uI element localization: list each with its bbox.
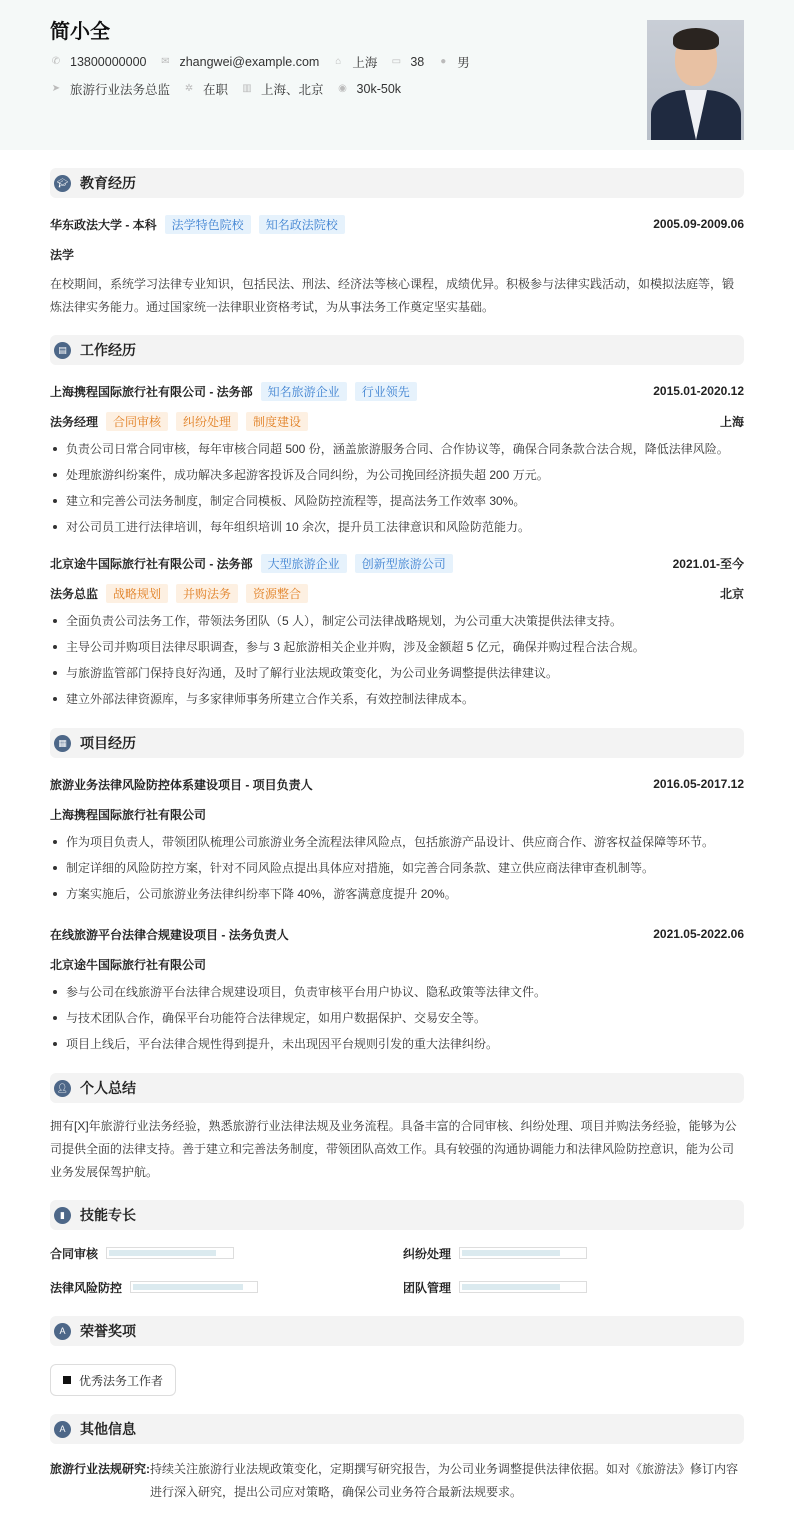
skill-tag: 合同审核 [106,412,168,431]
skill-item [50,1270,403,1304]
honor-badge: 优秀法务工作者 [50,1364,176,1396]
skill-tag: 纠纷处理 [176,412,238,431]
list-item: 建立和完善公司法务制度，制定合同模板、风险防控流程等，提高法务工作效率 30%。 [50,488,744,514]
skill-bar [130,1281,258,1293]
summary-text: 拥有[X]年旅游行业法务经验，熟悉旅游行业法律法规及业务流程。具备丰富的合同审核、纠纷处理、项目并购法务经验，能够为公司提供全面的法律支持。善于建立和完善法务制度，带领团队高效工作。具有较强的沟通协调能力和法律风险防控意识，能为公司业务发展保驾护航。 [50,1119,737,1179]
age-icon: ▭ [391,56,402,67]
project-title: 旅游业务法律风险防控体系建设项目 - 项目负责人 [50,777,313,792]
building-icon: ▥ [242,83,252,94]
chart-icon: ▮ [54,1207,71,1224]
skill-tag: 制度建设 [246,412,308,431]
skill-bar [106,1247,234,1259]
resume-header [0,0,794,150]
project-title: 在线旅游平台法律合规建设项目 - 法务负责人 [50,927,289,942]
list-item: 负责公司日常合同审核，每年审核合同超 500 份，涵盖旅游服务合同、合作协议等，确保合同条款合法合规，降低法律风险。 [50,436,744,462]
mail-icon: ✉ [161,56,170,67]
section-education: 🎓︎ 教育经历 [50,168,744,198]
company: 北京途牛国际旅行社有限公司 [50,957,207,972]
skill-bar [459,1247,587,1259]
skill-tag: 并购法务 [176,584,238,603]
graduation-cap-icon: 🎓︎ [54,175,71,192]
skill-bar [459,1281,587,1293]
work-entry [50,376,744,540]
section-skills: ▮ 技能专长 [50,1200,744,1230]
tag: 行业领先 [355,382,417,401]
target-city: 上海、北京 [261,82,324,97]
age: 38 [410,54,425,69]
list-item: 制定详细的风险防控方案，针对不同风险点提出具体应对措施，如完善合同条款、建立供应商法律审查机制等。 [50,855,744,881]
email: zhangwei@example.com [179,54,320,69]
work-entry [50,548,744,712]
skill-name: 法律风险防控 [50,1280,123,1295]
company: 上海携程国际旅行社有限公司 - 法务部 [50,384,253,399]
list-item: 对公司员工进行法律培训，每年组织培训 10 余次，提升员工法律意识和风险防范能力。 [50,514,744,540]
award-icon: A [54,1323,71,1340]
skill-tag: 资源整合 [246,584,308,603]
phone-icon: ✆ [51,56,61,67]
list-item: 作为项目负责人，带领团队梳理公司旅游业务全流程法律风险点，包括旅游产品设计、供应商合作、游客权益保障等环节。 [50,829,744,855]
list-item: 项目上线后，平台法律合规性得到提升，未出现因平台规则引发的重大法律纠纷。 [50,1031,744,1057]
other-item: 旅游行业法规研究: 持续关注旅游行业法规政策变化，定期撰写研究报告，为公司业务调整提供法律依据。如对《旅游法》修订内容进行深入研究，提出公司应对策略，确保公司业务符合最新法规要求。 [50,1462,739,1499]
city: 上海 [352,55,378,70]
info-icon: A [54,1421,71,1438]
date: 2021.05-2022.06 [653,927,744,941]
list-item: 建立外部法律资源库，与多家律师事务所建立合作关系，有效控制法律成本。 [50,686,744,712]
list-item: 与技术团队合作，确保平台功能符合法律规定，如用户数据保护、交易安全等。 [50,1005,744,1031]
send-icon: ➤ [51,83,61,94]
home-icon: ⌂ [335,56,342,67]
skill-item [403,1236,744,1270]
section-work: ▤ 工作经历 [50,335,744,365]
skill-tag: 战略规划 [106,584,168,603]
list-item: 处理旅游纠纷案件，成功解决多起游客投诉及合同纠纷，为公司挽回经济损失超 200 万元。 [50,462,744,488]
status: 在职 [203,82,229,97]
major: 法学 [50,247,75,262]
school: 华东政法大学 - 本科 [50,217,157,232]
role: 法务总监 [50,586,99,601]
skill-item [403,1270,744,1304]
section-summary: 👤︎ 个人总结 [50,1073,744,1103]
position: 旅游行业法务总监 [70,82,171,97]
section-honors: A 荣誉奖项 [50,1316,744,1346]
tag: 法学特色院校 [165,215,251,234]
work-city: 北京 [719,586,744,601]
list-item: 参与公司在线旅游平台法律合规建设项目，负责审核平台用户协议、隐私政策等法律文件。 [50,979,744,1005]
tag: 大型旅游企业 [261,554,347,573]
company: 北京途牛国际旅行社有限公司 - 法务部 [50,556,253,571]
list-item: 与旅游监管部门保持良好沟通，及时了解行业法规政策变化，为公司业务调整提供法律建议。 [50,660,744,686]
salary: 30k-50k [356,81,402,96]
list-item: 方案实施后，公司旅游业务法律纠纷率下降 40%，游客满意度提升 20%。 [50,881,744,907]
avatar-photo [647,20,744,140]
gender: 男 [457,55,470,70]
grid-icon: ▦ [54,735,71,752]
project-entry [50,769,744,907]
contact-row [50,48,744,75]
role: 法务经理 [50,414,99,429]
list-item: 全面负责公司法务工作，带领法务团队（5 人），制定公司法律战略规划，为公司重大决策提供法律支持。 [50,608,744,634]
salary-icon: ◉ [338,83,347,94]
gender-icon: ● [440,56,447,67]
project-entry [50,919,744,1057]
education-desc: 在校期间，系统学习法律专业知识，包括民法、刑法、经济法等核心课程，成绩优异。积极参与法律实践活动，如模拟法庭等，锻炼法律实务能力。通过国家统一法律职业资格考试，为从事法务工作奠定坚实基础。 [50,277,735,314]
date: 2015.01-2020.12 [653,384,744,398]
section-other: A 其他信息 [50,1414,744,1444]
date: 2021.01-至今 [672,556,744,571]
tag: 知名旅游企业 [261,382,347,401]
user-icon: 👤︎ [54,1080,71,1097]
skill-name: 合同审核 [50,1246,99,1261]
briefcase-icon: ▤ [54,342,71,359]
work-city: 上海 [719,414,744,429]
gear-icon: ✲ [184,83,194,94]
date: 2016.05-2017.12 [653,777,744,791]
job-intent-row [50,75,744,102]
date: 2005.09-2009.06 [653,217,744,231]
phone: 13800000000 [70,54,147,69]
tag: 创新型旅游公司 [355,554,453,573]
tag: 知名政法院校 [259,215,345,234]
list-item: 主导公司并购项目法律尽职调查，参与 3 起旅游相关企业并购，涉及金额超 5 亿元，确保并购过程合法合规。 [50,634,744,660]
candidate-name: 简小全 [50,21,110,43]
company: 上海携程国际旅行社有限公司 [50,807,207,822]
section-project: ▦ 项目经历 [50,728,744,758]
skill-name: 团队管理 [403,1280,452,1295]
skill-item [50,1236,403,1270]
skill-name: 纠纷处理 [403,1246,452,1261]
